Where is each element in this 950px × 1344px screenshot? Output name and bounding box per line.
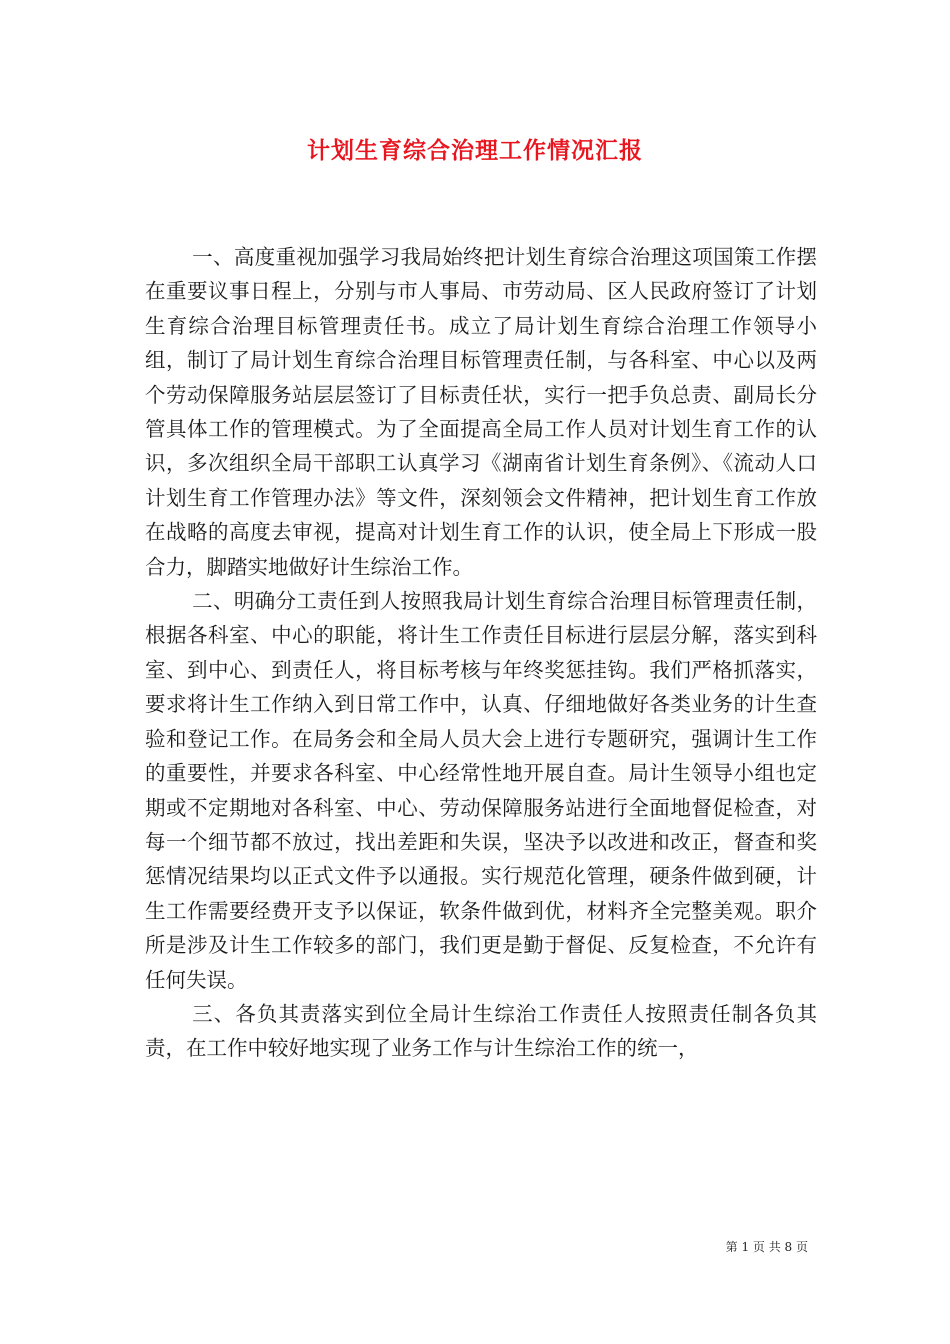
paragraph-2: 二、明确分工责任到人按照我局计划生育综合治理目标管理责任制，根据各科室、中心的职能，将计生工作责任目标进行层层分解，落实到科室、到中心、到责任人，将目标考核与年终奖惩挂钩。我们严格抓落实，要求将计生工作纳入到日常工作中，认真、仔细地做好各类业务的计生查验和登记工作。在局务会和全局人员大会上进行专题研究，强调计生工作的重要性，并要求各科室、中心经常性地开展自查。局计生领导小组也定期或不定期地对各科室、中心、劳动保障服务站进行全面地督促检查，对每一个细节都不放过，找出差距和失误，坚决予以改进和改正，督查和奖惩情况结果均以正式文件予以通报。实行规范化管理，硬条件做到硬，计生工作需要经费开支予以保证，软条件做到优，材料齐全完整美观。职介所是涉及计生工作较多的部门，我们更是勤于督促、反复检查，不允许有任何失误。 bbox=[145, 589, 817, 992]
paragraph-1: 一、高度重视加强学习我局始终把计划生育综合治理这项国策工作摆在重要议事日程上，分别与市人事局、市劳动局、区人民政府签订了计划生育综合治理目标管理责任书。成立了局计划生育综合治理工作领导小组，制订了局计划生育综合治理目标管理责任制，与各科室、中心以及两个劳动保障服务站层层签订了目标责任状，实行一把手负总责、副局长分管具体工作的管理模式。为了全面提高全局工作人员对计划生育工作的认识，多次组织全局干部职工认真学习《湖南省计划生育条例》、《流动人口计划生育工作管理办法》等文件，深刻领会文件精神，把计划生育工作放在战略的高度去审视，提高对计划生育工作的认识，使全局上下形成一股合力，脚踏实地做好计生综治工作。 bbox=[145, 245, 817, 579]
paragraph-3: 三、各负其责落实到位全局计生综治工作责任人按照责任制各负其责，在工作中较好地实现了业务工作与计生综治工作的统一， bbox=[145, 1001, 817, 1061]
page-number-footer: 第 1 页 共 8 页 bbox=[725, 1240, 808, 1254]
document-body bbox=[145, 240, 817, 1066]
document-title: 计划生育综合治理工作情况汇报 bbox=[307, 137, 643, 164]
